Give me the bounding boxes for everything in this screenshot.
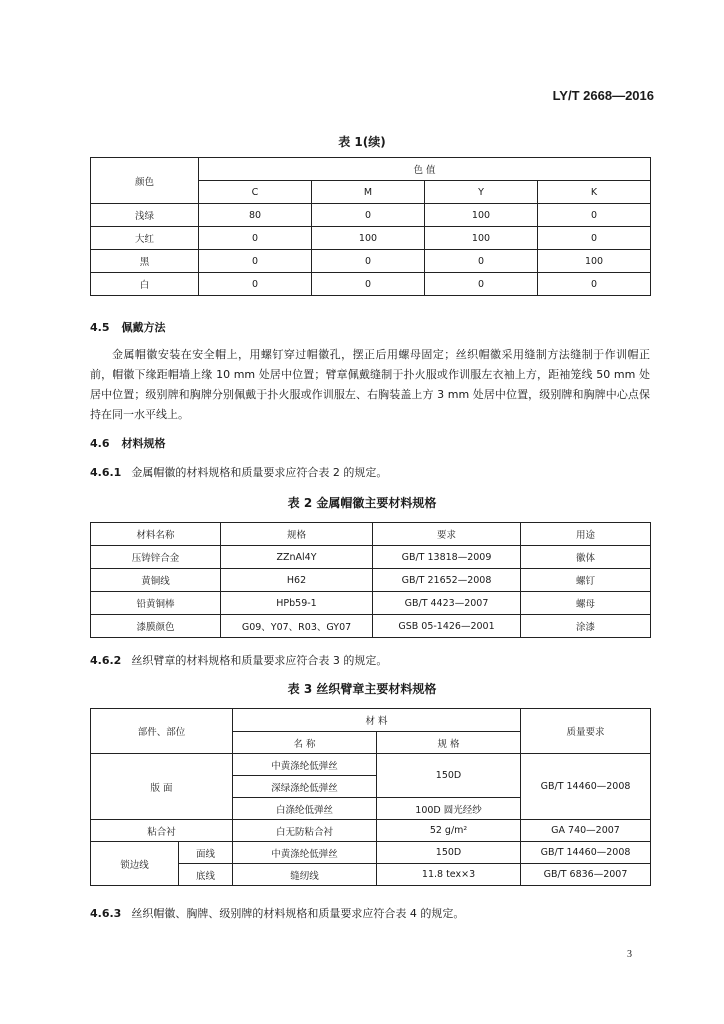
table-cell: 中黄涤纶低弹丝	[233, 754, 377, 776]
section-title: 材料规格	[121, 437, 166, 450]
table-row	[91, 754, 651, 776]
table-cell: 0	[425, 273, 538, 296]
table3-header-material: 材 料	[233, 709, 521, 732]
table2-header: 材料名称	[91, 523, 221, 546]
clause-4-6-3	[90, 905, 464, 921]
table1	[90, 157, 651, 296]
table-cell: 面线	[179, 842, 233, 864]
table-cell: GB/T 14460—2008	[521, 754, 651, 820]
table1-subheader: Y	[425, 181, 538, 204]
table-cell: 中黄涤纶低弹丝	[233, 842, 377, 864]
table3-face-label: 版 面	[91, 754, 233, 820]
table-cell: 缝纫线	[233, 864, 377, 886]
table-cell: GB/T 21652—2008	[373, 569, 521, 592]
table-cell: 0	[199, 250, 312, 273]
table-cell: 0	[538, 204, 651, 227]
table-cell: 深绿涤纶低弹丝	[233, 776, 377, 798]
table-row	[91, 842, 651, 864]
table-cell: 0	[312, 204, 425, 227]
table-cell: GA 740—2007	[521, 820, 651, 842]
clause-4-6-2	[90, 652, 387, 668]
clause-text: 丝织臂章的材料规格和质量要求应符合表 3 的规定。	[131, 654, 388, 667]
table-cell: GSB 05-1426—2001	[373, 615, 521, 638]
table-cell: 黄铜线	[91, 569, 221, 592]
table3	[90, 708, 651, 886]
table-cell: 100	[312, 227, 425, 250]
table-row	[91, 615, 651, 638]
clause-text: 丝织帽徽、胸牌、级别牌的材料规格和质量要求应符合表 4 的规定。	[131, 907, 465, 920]
table-row	[91, 204, 651, 227]
table2-header: 要求	[373, 523, 521, 546]
table-cell: 100	[425, 204, 538, 227]
table-row	[91, 569, 651, 592]
table2	[90, 522, 651, 638]
table3-header-part: 部件、部位	[91, 709, 233, 754]
clause-number: 4.6.2	[90, 654, 122, 667]
table1-header-color-value: 色 值	[199, 158, 651, 181]
table-cell: 80	[199, 204, 312, 227]
clause-text: 金属帽徽的材料规格和质量要求应符合表 2 的规定。	[131, 466, 388, 479]
table-row	[91, 592, 651, 615]
table-cell: 徽体	[521, 546, 651, 569]
table-cell: 螺钉	[521, 569, 651, 592]
table-cell: 压铸锌合金	[91, 546, 221, 569]
table1-subheader: M	[312, 181, 425, 204]
table-cell: HPb59-1	[221, 592, 373, 615]
table-cell: 0	[199, 227, 312, 250]
table-cell: G09、Y07、R03、GY07	[221, 615, 373, 638]
table-row	[91, 820, 651, 842]
table-cell: 铅黄铜棒	[91, 592, 221, 615]
table-cell: 0	[538, 227, 651, 250]
table1-header-color: 颜色	[91, 158, 199, 204]
table-cell: 浅绿	[91, 204, 199, 227]
table-cell: 0	[199, 273, 312, 296]
table-cell: ZZnAl4Y	[221, 546, 373, 569]
table-cell: GB/T 13818—2009	[373, 546, 521, 569]
table-cell: 100	[538, 250, 651, 273]
table-cell: 0	[538, 273, 651, 296]
table3-edge-label: 锁边线	[91, 842, 179, 886]
table-cell: 螺母	[521, 592, 651, 615]
table-row	[91, 273, 651, 296]
section-4-5-paragraph: 金属帽徽安装在安全帽上，用螺钉穿过帽徽孔，摆正后用螺母固定；丝织帽徽采用缝制方法缝制于作训帽正前，帽徽下缘距帽墙上缘 10 mm 处居中位置；臂章佩戴缝制于扑火服或作训服左衣袖上方，距袖笼线 50 mm 处居中位置；级别牌和胸牌分别佩戴于扑火服或作训服左、右胸装盖上方 3 mm 处居中位置，级别牌和胸牌中心点保持在同一水平线上。	[90, 348, 650, 421]
section-number: 4.5	[90, 321, 110, 334]
section-number: 4.6	[90, 437, 110, 450]
table2-caption: 表 2 金属帽徽主要材料规格	[287, 496, 437, 510]
table-row	[91, 546, 651, 569]
table3-interlining-label: 粘合衬	[91, 820, 233, 842]
table-cell: 52 g/m²	[377, 820, 521, 842]
table-cell: GB/T 6836—2007	[521, 864, 651, 886]
table-cell: 白	[91, 273, 199, 296]
table2-header: 用途	[521, 523, 651, 546]
section-4-6-heading	[90, 435, 166, 451]
table-cell: 0	[312, 250, 425, 273]
table3-subheader-name: 名 称	[233, 732, 377, 754]
table-cell: 100D 圆光经纱	[377, 798, 521, 820]
clause-4-6-1	[90, 464, 387, 480]
page-number: 3	[627, 949, 632, 960]
table-cell: 100	[425, 227, 538, 250]
table-cell: 漆膜颜色	[91, 615, 221, 638]
table-cell: GB/T 14460—2008	[521, 842, 651, 864]
table3-header-quality: 质量要求	[521, 709, 651, 754]
table-cell: 0	[312, 273, 425, 296]
table-cell: 底线	[179, 864, 233, 886]
section-4-5-heading	[90, 319, 166, 335]
table1-subheader: C	[199, 181, 312, 204]
clause-number: 4.6.3	[90, 907, 122, 920]
table-cell: 涂漆	[521, 615, 651, 638]
table-cell: 0	[425, 250, 538, 273]
table-cell: 大红	[91, 227, 199, 250]
table-row	[91, 250, 651, 273]
table-row	[91, 227, 651, 250]
table1-subheader: K	[538, 181, 651, 204]
table-cell: 150D	[377, 842, 521, 864]
table1-caption: 表 1(续)	[338, 135, 386, 149]
table-cell: 白涤纶低弹丝	[233, 798, 377, 820]
table3-subheader-spec: 规 格	[377, 732, 521, 754]
table-cell: 11.8 tex×3	[377, 864, 521, 886]
section-title: 佩戴方法	[121, 321, 166, 334]
table-cell: 白无防粘合衬	[233, 820, 377, 842]
table-cell: 黑	[91, 250, 199, 273]
table-cell: 150D	[377, 754, 521, 798]
table-cell: H62	[221, 569, 373, 592]
standard-code: LY/T 2668—2016	[552, 88, 654, 103]
clause-number: 4.6.1	[90, 466, 122, 479]
table2-header: 规格	[221, 523, 373, 546]
table3-caption: 表 3 丝织臂章主要材料规格	[287, 682, 437, 696]
table-cell: GB/T 4423—2007	[373, 592, 521, 615]
